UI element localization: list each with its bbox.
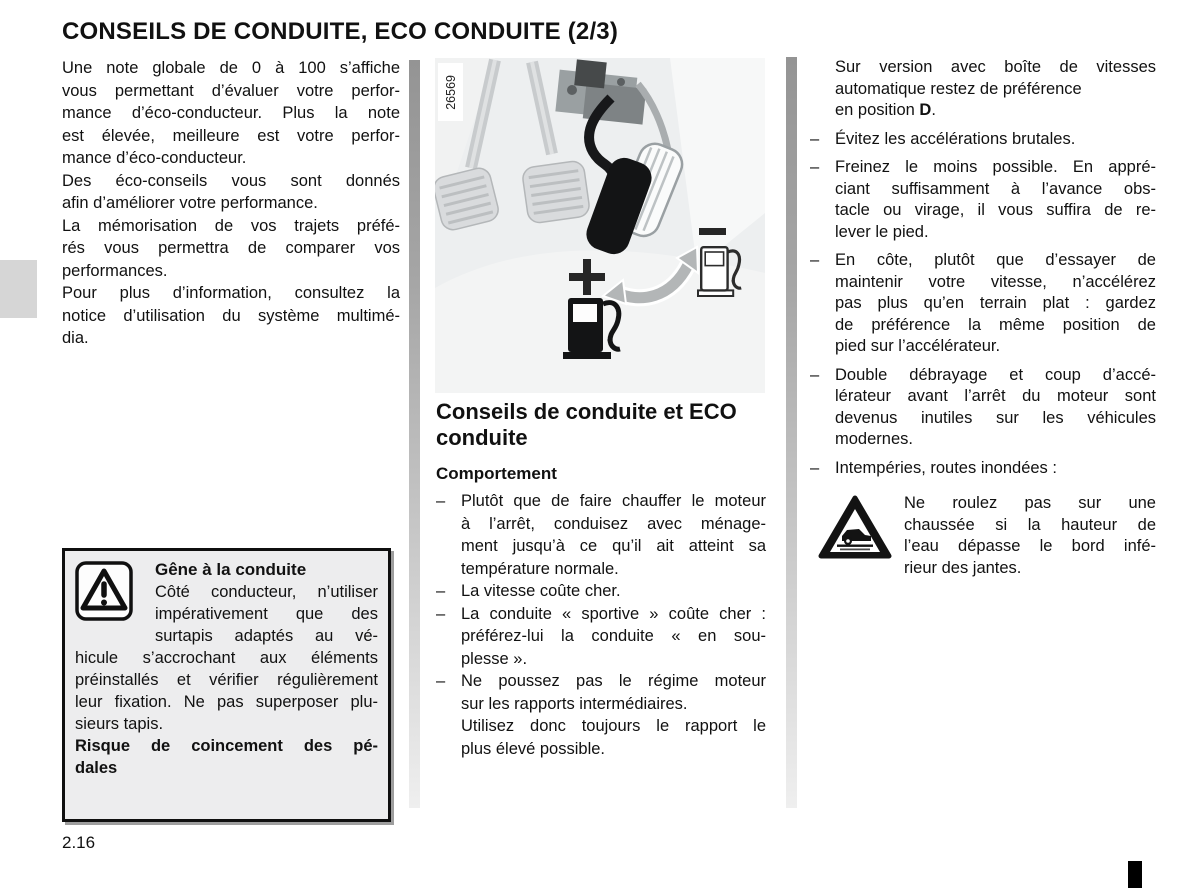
paragraph-auto-gearbox	[810, 57, 1156, 122]
text-line: En côte, plutôt que d’essayer de	[835, 251, 1156, 269]
bullet-dash: –	[810, 365, 820, 384]
text-line: plesse ».	[461, 649, 528, 668]
list-item	[810, 250, 1156, 358]
page-number: 2.16	[62, 833, 96, 852]
paragraph-trip-memory	[62, 215, 400, 283]
text-line: Intempéries, routes inondées :	[835, 458, 1057, 477]
list-item	[436, 670, 766, 715]
text-line: est élevée, meilleure est votre perfor-	[62, 126, 400, 145]
text-line: rieur des jantes.	[904, 558, 1022, 577]
page-title: CONSEILS DE CONDUITE, ECO CONDUITE (2/3)	[62, 18, 619, 45]
column-divider-right	[786, 57, 797, 808]
list-item	[436, 715, 766, 760]
text-line: ment jusqu’à ce qu’il ait atteint sa	[461, 537, 766, 555]
text-line: lérateur avant l’arrêt du moteur sont	[835, 387, 1156, 405]
paragraph-eco-score	[62, 57, 400, 170]
text-line: Sur version avec boîte de vitesses	[835, 58, 1156, 76]
text-line: surtapis adaptés au vé-	[155, 627, 378, 645]
flooded-road-warning-icon	[818, 495, 892, 561]
page-edge-mark	[1128, 861, 1142, 888]
pedals-illustration-svg	[435, 58, 765, 393]
bullet-lines	[461, 715, 766, 760]
text-line: mance d’éco-conducteur. Plus la note	[62, 104, 400, 122]
text-line: sieurs tapis.	[75, 715, 164, 733]
text-line: Côté conducteur, n’utiliser	[155, 583, 378, 601]
warning-box	[62, 548, 391, 822]
text-line: Double débrayage et coup d’accé-	[835, 365, 1156, 384]
text-line: Conseils de conduite et ECO	[436, 399, 737, 424]
text-line: chaussée si la hauteur de	[904, 515, 1156, 534]
text-line: performances.	[62, 261, 168, 280]
text-line: en position D.	[835, 101, 936, 119]
warning-box-bold-note	[75, 735, 378, 779]
text-line: plus élevé possible.	[461, 739, 606, 758]
bullet-dash: –	[810, 458, 820, 477]
figure-number-strip	[438, 63, 463, 121]
figure-number: 26569	[443, 74, 458, 110]
bullet-dash: –	[436, 672, 446, 690]
bullet-lines	[835, 250, 1156, 358]
text-line: ciant suffisamment à l’avance obs-	[835, 179, 1156, 198]
text-line: pas plus qu’en terrain plat : gardez	[835, 294, 1156, 312]
text-line: Plutôt que de faire chauffer le moteur	[461, 492, 766, 510]
text-line: Utilisez donc toujours le rapport le	[461, 717, 766, 735]
minus-sign	[699, 228, 726, 235]
paragraph-more-info	[62, 282, 400, 350]
bullet-lines	[461, 580, 766, 603]
text-line: devenus inutiles sur les véhicules	[835, 408, 1156, 427]
bullet-dash: –	[436, 582, 446, 600]
list-item	[436, 490, 766, 580]
text-line: Ne poussez pas le régime moteur	[461, 672, 766, 690]
bullet-lines	[835, 157, 1156, 243]
text-line: rés vous permettra de comparer vos	[62, 239, 400, 257]
text-line: Une note globale de 0 à 100 s’affiche	[62, 59, 400, 77]
bullet-lines	[461, 603, 766, 671]
text-line: Ne roulez pas sur une	[904, 494, 1156, 512]
text-line: vous permettant d’évaluer votre perfor-	[62, 81, 400, 100]
text-line: dia.	[62, 329, 89, 347]
bullet-lines	[835, 365, 1156, 451]
bullet-dash: –	[436, 492, 446, 510]
text-line: sur les rapports intermédiaires.	[461, 694, 688, 713]
list-item	[436, 580, 766, 603]
bullet-dash: –	[810, 158, 820, 176]
brake-pedal	[521, 160, 590, 224]
text-line: La mémorisation de vos trajets préfé-	[62, 216, 400, 235]
list-item	[810, 157, 1156, 243]
text-line: l’eau dépasse le bord infé-	[904, 537, 1156, 555]
text-line: leur fixation. Ne pas superposer plu-	[75, 693, 378, 711]
chapter-edge-tab	[0, 260, 37, 318]
paragraph-eco-tips	[62, 170, 400, 215]
text-line: Des éco-conseils vous sont donnés	[62, 171, 400, 190]
text-line: hicule s’accrochant aux éléments	[75, 649, 378, 667]
bullet-lines	[835, 458, 1156, 480]
flood-warning-text	[904, 493, 1156, 579]
behaviour-bullet-list	[436, 490, 766, 760]
text-line: automatique restez de préférence	[835, 79, 1082, 98]
bullet-dash: –	[810, 129, 820, 148]
text-line: La vitesse coûte cher.	[461, 582, 621, 600]
text-line: afin d’améliorer votre performance.	[62, 194, 318, 212]
text-line: conduite	[436, 425, 528, 450]
left-column	[62, 57, 400, 350]
warning-triangle-icon	[75, 559, 133, 621]
text-line: à l’arrêt, conduisez avec ménage-	[461, 514, 766, 533]
text-line: maintenir votre vitesse, n’accélérez	[835, 272, 1156, 291]
text-line: notice d’utilisation du système multimé-	[62, 306, 400, 325]
list-item	[810, 458, 1156, 480]
bullet-lines	[461, 490, 766, 580]
bullet-dash	[436, 715, 461, 760]
column-divider-left	[409, 60, 420, 808]
bullet-dash: –	[810, 251, 820, 269]
warning-box-icon-area	[75, 559, 155, 645]
list-item	[436, 603, 766, 671]
text-line: modernes.	[835, 430, 913, 448]
bullet-dash: –	[436, 604, 446, 623]
text-line: préférez-lui la conduite « en sou-	[461, 627, 766, 645]
text-line: mance d’éco-conducteur.	[62, 149, 247, 167]
bullet-lines	[461, 670, 766, 715]
section-heading	[436, 399, 768, 451]
bullet-lines	[835, 129, 1156, 151]
text-line: lever le pied.	[835, 222, 929, 241]
right-column	[810, 57, 1156, 579]
driving-tips-bullet-list	[810, 129, 1156, 480]
text-line: impérativement que des	[155, 605, 378, 623]
text-line: tacle ou virage, il vous suffira de re-	[835, 201, 1156, 219]
text-line: préinstallés et vérifier régulièrement	[75, 671, 378, 689]
text-line: pied sur l’accélérateur.	[835, 337, 1001, 355]
text-line: La conduite « sportive » coûte cher :	[461, 604, 766, 623]
text-line: Freinez le moins possible. En appré-	[835, 158, 1156, 176]
flood-warning-note	[810, 493, 1156, 579]
list-item	[810, 129, 1156, 151]
text-line: Risque de coincement des pé-	[75, 737, 378, 755]
list-item	[810, 365, 1156, 451]
text-line: dales	[75, 759, 118, 777]
text-line: Évitez les accélérations brutales.	[835, 129, 1076, 148]
pedals-illustration	[435, 58, 765, 393]
warning-box-title: Gêne à la conduite	[155, 560, 307, 579]
subsection-heading: Comportement	[436, 464, 557, 483]
text-line: température normale.	[461, 559, 619, 578]
text-line: de préférence la même position de	[835, 315, 1156, 334]
text-line: Pour plus d’information, consultez la	[62, 284, 400, 302]
bullet-dash	[810, 57, 835, 122]
